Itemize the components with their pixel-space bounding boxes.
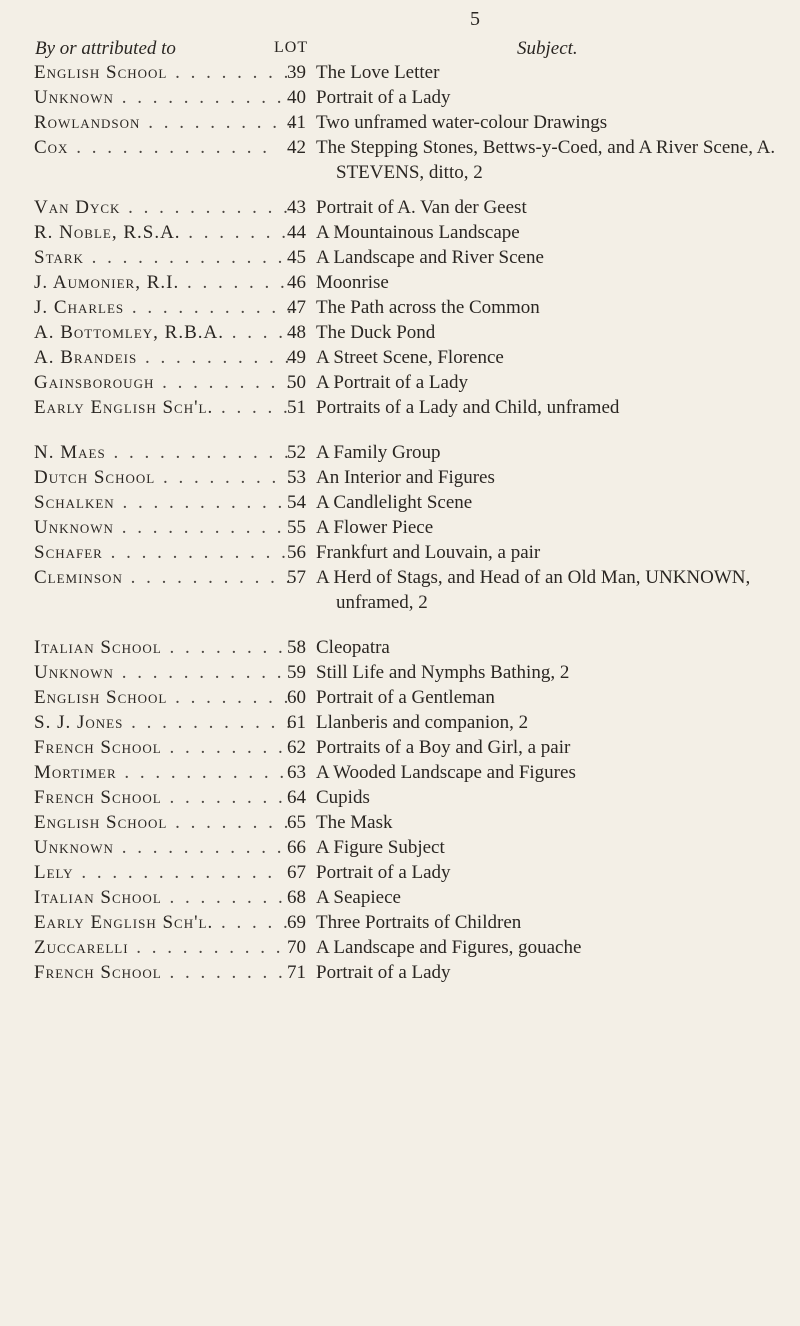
lot-number: 69 (287, 912, 306, 933)
header-attribution: By or attributed to (35, 38, 176, 59)
artist-name: Cleminson . . (34, 565, 292, 590)
lot-number: 50 (287, 372, 306, 393)
lot-number: 59 (287, 662, 306, 683)
lot-number: 44 (287, 222, 306, 243)
artist-name: French School . . (34, 960, 292, 985)
lot-number: 43 (287, 197, 306, 218)
page-number: 5 (470, 8, 481, 30)
catalog-entry (0, 910, 800, 935)
artist-name: Italian School . . (34, 885, 292, 910)
lot-number: 48 (287, 322, 306, 343)
subject-description: The Mask (316, 812, 393, 833)
subject-description: Two unframed water-colour Drawings (316, 112, 608, 133)
catalog-entry (0, 710, 800, 735)
catalog-entry (0, 885, 800, 910)
catalog-entry (0, 320, 800, 345)
artist-name: J. Aumonier, R.I. . . (34, 270, 292, 295)
catalog-entry (0, 135, 800, 185)
catalog-entry (0, 785, 800, 810)
header-subject: Subject. (517, 38, 578, 59)
lot-number: 64 (287, 787, 306, 808)
subject-description: A Flower Piece (316, 517, 434, 538)
lot-number: 54 (287, 492, 306, 513)
lot-number: 62 (287, 737, 306, 758)
artist-name: English School . . (34, 685, 292, 710)
lot-number: 45 (287, 247, 306, 268)
artist-name: Dutch School . . (34, 465, 292, 490)
lot-number: 47 (287, 297, 306, 318)
catalog-entry (0, 735, 800, 760)
subject-description: A Herd of Stags, and Head of an Old Man, UNKNOWN, unframed, 2 (316, 567, 751, 613)
subject-description: Portrait of a Gentleman (316, 687, 495, 708)
subject-description: The Love Letter (316, 62, 440, 83)
lot-number: 39 (287, 62, 306, 83)
subject-description: Portrait of a Lady (316, 87, 451, 108)
subject-description: The Stepping Stones, Bettws-y-Coed, and A River Scene, A. STEVENS, ditto, 2 (316, 137, 776, 183)
lot-number: 46 (287, 272, 306, 293)
subject-description: Cupids (316, 787, 370, 808)
artist-name: Van Dyck . . (34, 195, 292, 220)
catalog-entry (0, 960, 800, 985)
artist-name: Cox . . (34, 135, 292, 160)
lot-number: 41 (287, 112, 306, 133)
lot-number: 40 (287, 87, 306, 108)
catalog-entry (0, 465, 800, 490)
lot-number: 70 (287, 937, 306, 958)
lot-number: 67 (287, 862, 306, 883)
artist-name: Unknown . . (34, 835, 292, 860)
catalog-list (0, 60, 800, 985)
artist-name: Early English Sch'l. . . (34, 395, 292, 420)
catalog-entry (0, 370, 800, 395)
subject-description: A Portrait of a Lady (316, 372, 468, 393)
lot-number: 65 (287, 812, 306, 833)
artist-name: N. Maes . . (34, 440, 292, 465)
catalog-entry (0, 60, 800, 85)
catalog-entry (0, 220, 800, 245)
subject-description: Moonrise (316, 272, 389, 293)
lot-number: 61 (287, 712, 306, 733)
artist-name: Lely . . (34, 860, 292, 885)
artist-name: Schalken . . (34, 490, 292, 515)
artist-name: Rowlandson . . (34, 110, 292, 135)
subject-description: Portrait of a Lady (316, 962, 451, 983)
lot-number: 57 (287, 567, 306, 588)
subject-description: Llanberis and companion, 2 (316, 712, 529, 733)
subject-description: A Wooded Landscape and Figures (316, 762, 576, 783)
artist-name: J. Charles . . (34, 295, 292, 320)
artist-name: English School . . (34, 60, 292, 85)
catalog-entry (0, 685, 800, 710)
artist-name: French School . . (34, 785, 292, 810)
subject-description: A Landscape and Figures, gouache (316, 937, 582, 958)
subject-description: A Figure Subject (316, 837, 445, 858)
lot-number: 68 (287, 887, 306, 908)
catalog-entry (0, 540, 800, 565)
artist-name: Unknown . . (34, 515, 292, 540)
lot-number: 55 (287, 517, 306, 538)
catalog-entry (0, 935, 800, 960)
subject-description: Portrait of a Lady (316, 862, 451, 883)
lot-number: 63 (287, 762, 306, 783)
catalog-entry (0, 195, 800, 220)
subject-description: A Street Scene, Florence (316, 347, 504, 368)
catalog-entry (0, 345, 800, 370)
header-lot: LOT (274, 39, 309, 56)
catalog-entry (0, 860, 800, 885)
artist-name: S. J. Jones . . (34, 710, 292, 735)
lot-number: 66 (287, 837, 306, 858)
subject-description: Frankfurt and Louvain, a pair (316, 542, 541, 563)
artist-name: Gainsborough . . (34, 370, 292, 395)
artist-name: A. Bottomley, R.B.A. . . (34, 320, 292, 345)
artist-name: R. Noble, R.S.A. . . (34, 220, 292, 245)
subject-description: Portraits of a Boy and Girl, a pair (316, 737, 571, 758)
artist-name: Early English Sch'l. . . (34, 910, 292, 935)
subject-description: A Landscape and River Scene (316, 247, 544, 268)
subject-description: Three Portraits of Children (316, 912, 522, 933)
lot-number: 56 (287, 542, 306, 563)
artist-name: Unknown . . (34, 660, 292, 685)
catalog-entry (0, 660, 800, 685)
catalog-entry (0, 440, 800, 465)
catalog-entry (0, 245, 800, 270)
subject-description: Cleopatra (316, 637, 390, 658)
subject-description: Portraits of a Lady and Child, unframed (316, 397, 620, 418)
artist-name: Stark . . (34, 245, 292, 270)
lot-number: 51 (287, 397, 306, 418)
artist-name: Mortimer . . (34, 760, 292, 785)
artist-name: Zuccarelli . . (34, 935, 292, 960)
lot-number: 58 (287, 637, 306, 658)
subject-description: A Mountainous Landscape (316, 222, 520, 243)
lot-number: 71 (287, 962, 306, 983)
subject-description: Still Life and Nymphs Bathing, 2 (316, 662, 570, 683)
subject-description: Portrait of A. Van der Geest (316, 197, 527, 218)
catalog-entry (0, 515, 800, 540)
subject-description: A Candlelight Scene (316, 492, 473, 513)
artist-name: English School . . (34, 810, 292, 835)
catalog-entry (0, 85, 800, 110)
catalog-entry (0, 490, 800, 515)
subject-description: An Interior and Figures (316, 467, 495, 488)
subject-description: A Seapiece (316, 887, 401, 908)
lot-number: 52 (287, 442, 306, 463)
lot-number: 49 (287, 347, 306, 368)
lot-number: 53 (287, 467, 306, 488)
catalog-entry (0, 835, 800, 860)
catalog-entry (0, 565, 800, 615)
artist-name: Unknown . . (34, 85, 292, 110)
subject-description: A Family Group (316, 442, 441, 463)
artist-name: A. Brandeis . . (34, 345, 292, 370)
lot-number: 60 (287, 687, 306, 708)
catalog-entry (0, 760, 800, 785)
catalog-entry (0, 110, 800, 135)
catalog-entry (0, 810, 800, 835)
artist-name: French School . . (34, 735, 292, 760)
lot-number: 42 (287, 137, 306, 158)
catalog-entry (0, 270, 800, 295)
catalog-entry (0, 635, 800, 660)
column-headers (0, 38, 800, 62)
subject-description: The Duck Pond (316, 322, 436, 343)
catalog-entry (0, 295, 800, 320)
artist-name: Italian School . . (34, 635, 292, 660)
subject-description: The Path across the Common (316, 297, 540, 318)
catalog-entry (0, 395, 800, 420)
artist-name: Schafer . . (34, 540, 292, 565)
